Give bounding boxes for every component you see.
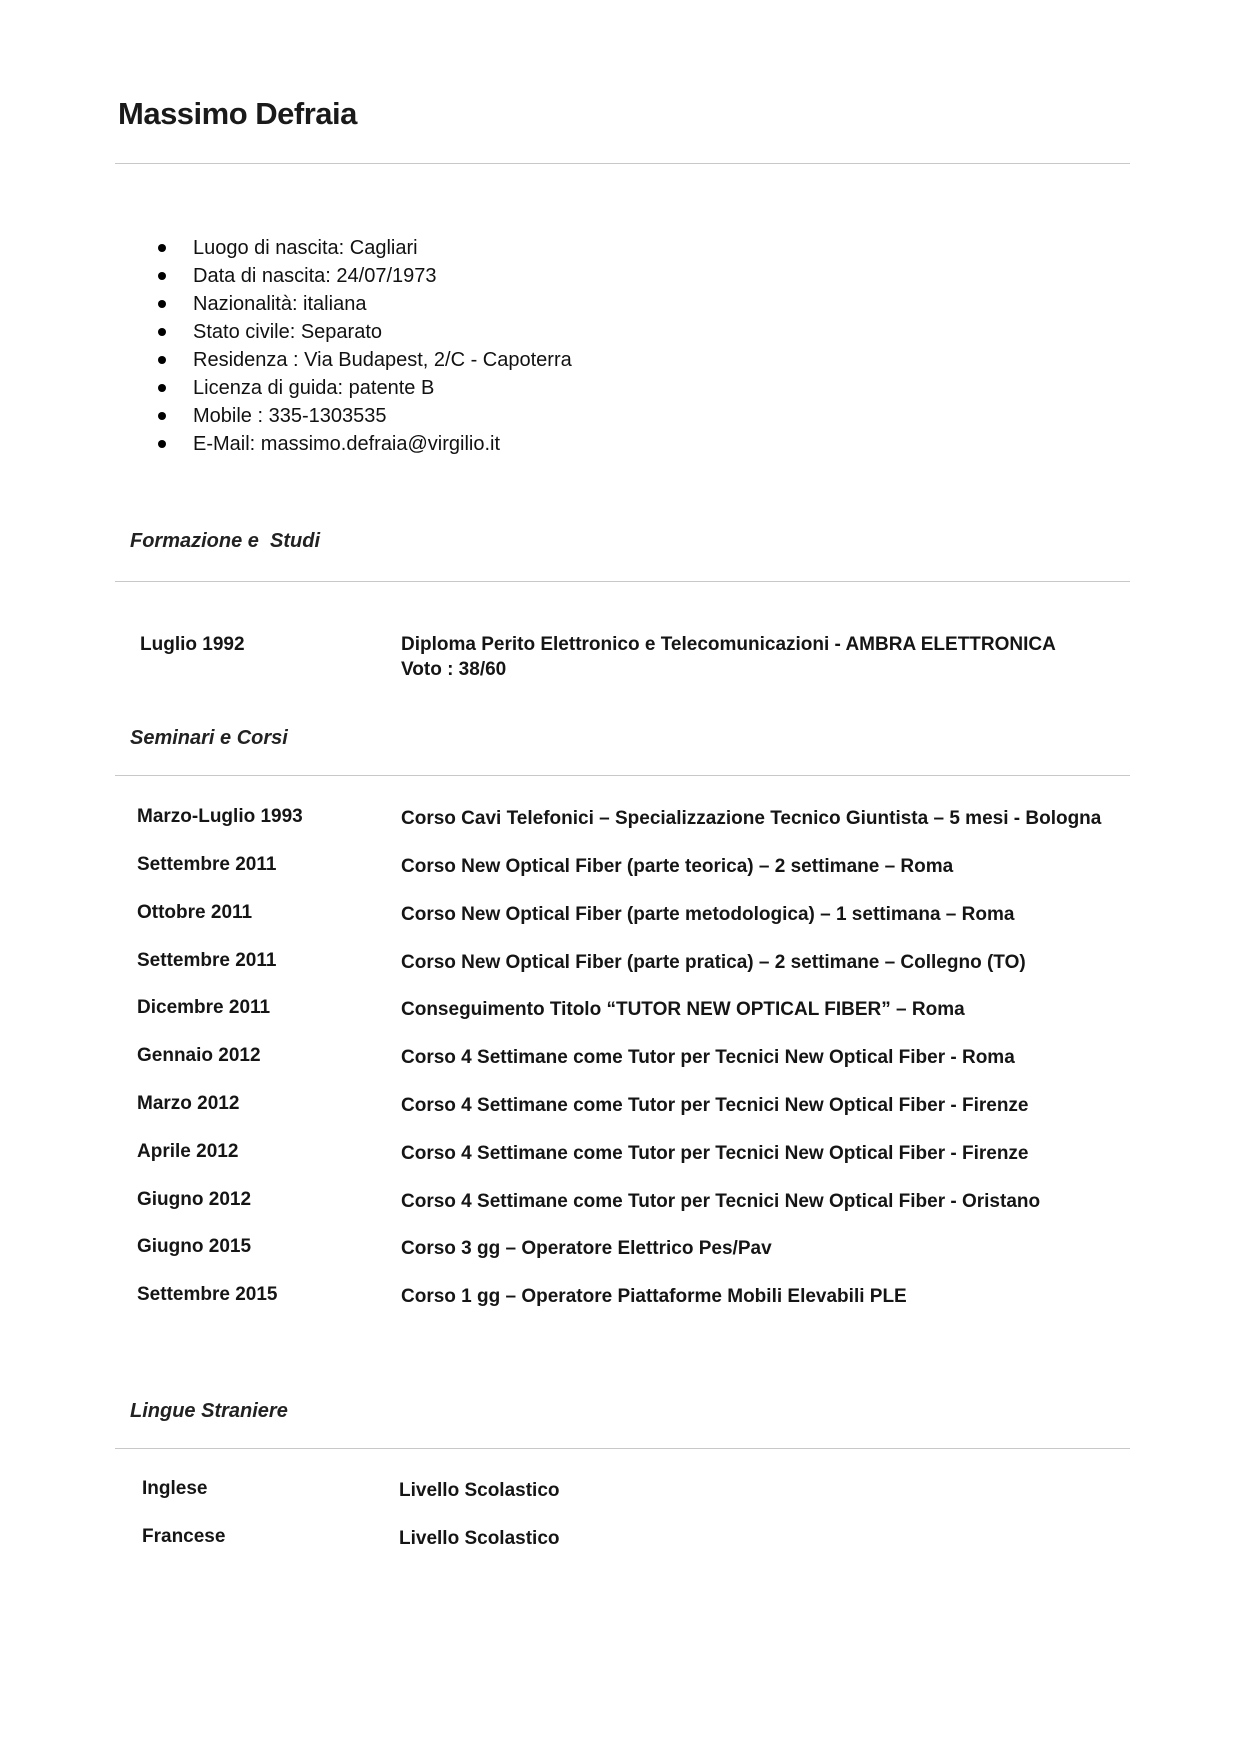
personal-info-item: Data di nascita: 24/07/1973 (158, 262, 572, 290)
header-divider (115, 163, 1130, 164)
section-divider (115, 775, 1130, 776)
bullet-icon (158, 300, 166, 308)
course-date: Giugno 2012 (137, 1189, 252, 1210)
personal-info-item: Residenza : Via Budapest, 2/C - Capoterra (158, 346, 572, 374)
personal-info-item: Licenza di guida: patente B (158, 374, 572, 402)
language-name: Francese (142, 1526, 226, 1547)
bullet-icon (158, 244, 166, 252)
course-date: Marzo-Luglio 1993 (137, 806, 303, 827)
education-degree: Diploma Perito Elettronico e Telecomunicazioni - AMBRA ELETTRONICA (401, 634, 1056, 655)
section-divider (115, 1448, 1130, 1449)
education-description (401, 632, 1056, 682)
personal-info-item: Stato civile: Separato (158, 318, 572, 346)
education-grade: Voto : 38/60 (401, 659, 507, 680)
course-description: Corso New Optical Fiber (parte teorica) – 2 settimane – Roma (401, 856, 954, 877)
personal-info-item: Mobile : 335-1303535 (158, 402, 572, 430)
section-title-education: Formazione e Studi (130, 530, 321, 552)
course-description: Corso 4 Settimane come Tutor per Tecnici New Optical Fiber - Firenze (401, 1143, 1029, 1164)
course-date: Settembre 2011 (137, 950, 277, 971)
course-description: Corso 4 Settimane come Tutor per Tecnici New Optical Fiber - Oristano (401, 1191, 1041, 1212)
bullet-icon (158, 440, 166, 448)
bullet-icon (158, 272, 166, 280)
course-date: Aprile 2012 (137, 1141, 239, 1162)
course-description: Corso New Optical Fiber (parte pratica) – 2 settimane – Collegno (TO) (401, 952, 1026, 973)
course-date: Settembre 2011 (137, 854, 277, 875)
person-name: Massimo Defraia (118, 96, 357, 131)
course-date: Settembre 2015 (137, 1284, 278, 1305)
bullet-icon (158, 412, 166, 420)
section-title-languages: Lingue Straniere (130, 1400, 288, 1422)
course-date: Marzo 2012 (137, 1093, 240, 1114)
course-description: Corso 4 Settimane come Tutor per Tecnici New Optical Fiber - Firenze (401, 1095, 1029, 1116)
section-title-courses: Seminari e Corsi (130, 727, 288, 749)
personal-info-item: Luogo di nascita: Cagliari (158, 234, 572, 262)
course-description: Corso 1 gg – Operatore Piattaforme Mobili Elevabili PLE (401, 1286, 907, 1307)
language-level: Livello Scolastico (399, 1480, 560, 1501)
bullet-icon (158, 356, 166, 364)
bullet-icon (158, 328, 166, 336)
language-name: Inglese (142, 1478, 208, 1499)
personal-info-item: E-Mail: massimo.defraia@virgilio.it (158, 430, 572, 458)
course-date: Ottobre 2011 (137, 902, 253, 923)
personal-info-item: Nazionalità: italiana (158, 290, 572, 318)
education-date: Luglio 1992 (140, 634, 245, 655)
language-level: Livello Scolastico (399, 1528, 560, 1549)
course-description: Corso 4 Settimane come Tutor per Tecnici New Optical Fiber - Roma (401, 1047, 1015, 1068)
personal-info-list (158, 234, 572, 458)
section-divider (115, 581, 1130, 582)
course-description: Corso New Optical Fiber (parte metodologica) – 1 settimana – Roma (401, 904, 1015, 925)
course-description: Corso Cavi Telefonici – Specializzazione Tecnico Giuntista – 5 mesi - Bologna (401, 808, 1102, 829)
course-description: Conseguimento Titolo “TUTOR NEW OPTICAL FIBER” – Roma (401, 999, 965, 1020)
course-date: Dicembre 2011 (137, 997, 271, 1018)
course-description: Corso 3 gg – Operatore Elettrico Pes/Pav (401, 1238, 772, 1259)
course-date: Gennaio 2012 (137, 1045, 261, 1066)
course-date: Giugno 2015 (137, 1236, 252, 1257)
bullet-icon (158, 384, 166, 392)
